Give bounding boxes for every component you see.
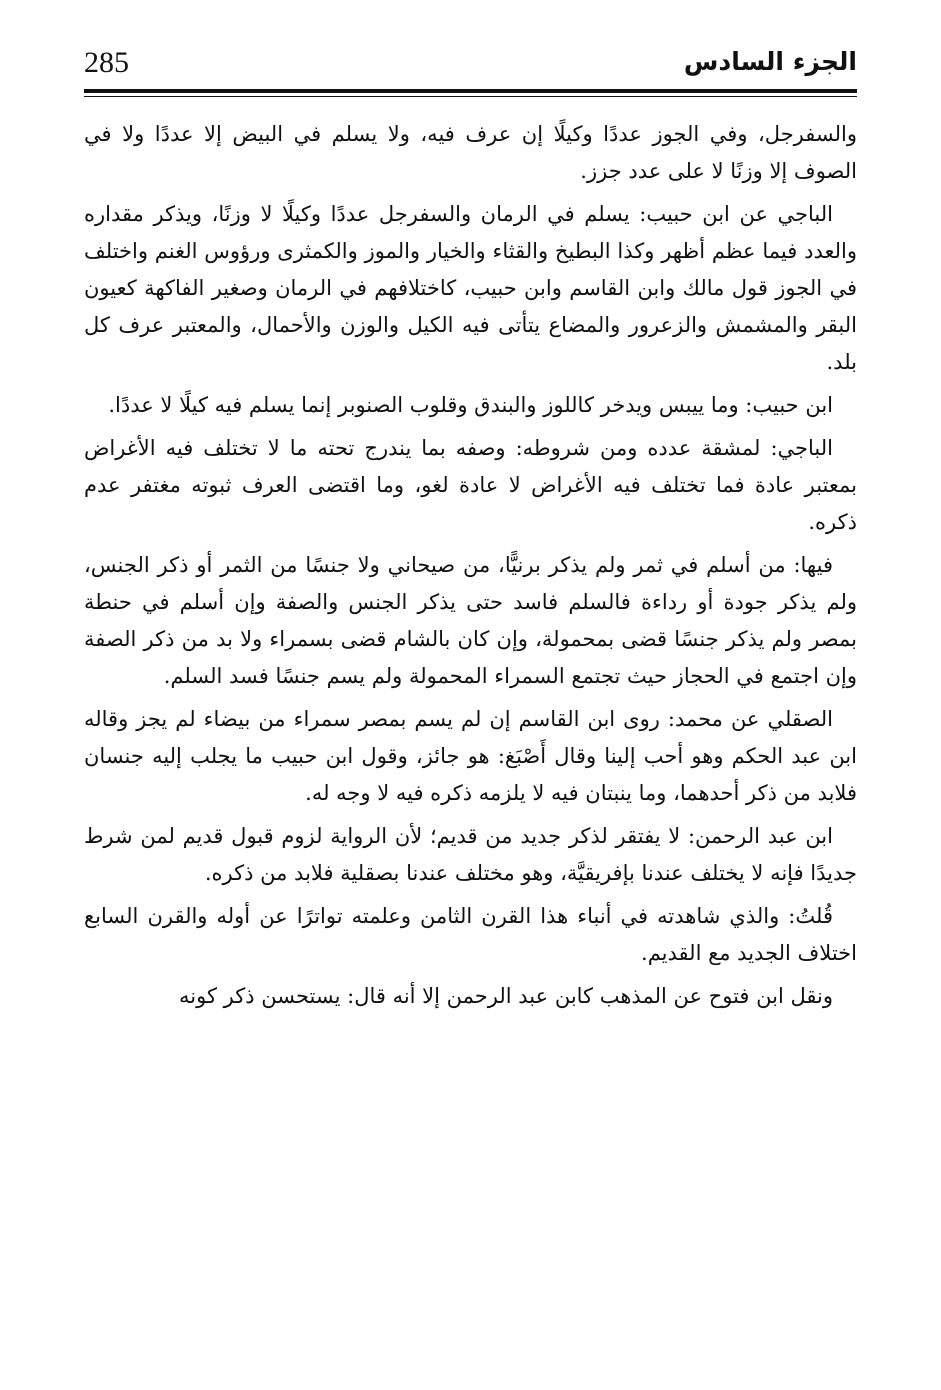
paragraph: ابن حبيب: وما ييبس ويدخر كاللوز والبندق وقلوب الصنوبر إنما يسلم فيه كيلًا لا عددًا.	[108, 393, 833, 417]
page-header	[84, 38, 857, 88]
header-rule-thick	[84, 89, 857, 93]
paragraph: الباجي: لمشقة عدده ومن شروطه: وصفه بما يندرج تحته ما لا تختلف فيه الأغراض بمعتبر عادة فما تختلف فيه الأغراض لا عادة لغو، وما اقتضى العرف ثبوته مغتفر عدم ذكره.	[84, 436, 857, 534]
body-text	[84, 116, 857, 1021]
paragraph: الصقلي عن محمد: روى ابن القاسم إن لم يسم بمصر سمراء من بيضاء لم يجز وقاله ابن عبد الحكم وهو أحب إلينا وقال أَصْبَغ: هو جائز، وقول ابن حبيب ما يجلب إليه جنسان فلابد من ذكر أحدهما، وما ينبتان فيه لا يلزمه ذكره فيه لا وجه له.	[84, 707, 857, 805]
header-rule-thin	[84, 96, 857, 97]
running-title: الجزء السادس	[683, 47, 857, 76]
paragraph: قُلتُ: والذي شاهدته في أنباء هذا القرن الثامن وعلمته تواترًا عن أوله والقرن السابع اختلاف الجديد مع القديم.	[84, 904, 857, 965]
paragraph: ابن عبد الرحمن: لا يفتقر لذكر جديد من قديم؛ لأن الرواية لزوم قبول قديم لمن شرط جديدًا فإنه لا يختلف عندنا بإفريقيَّة، وهو مختلف عندنا بصقلية فلابد من ذكره.	[84, 824, 857, 885]
page-number: 285	[84, 46, 129, 79]
paragraph: الباجي عن ابن حبيب: يسلم في الرمان والسفرجل عددًا وكيلًا لا وزنًا، ويذكر مقداره والعدد فيما عظم أظهر وكذا البطيخ والقثاء والخيار والموز والكمثرى ورؤوس الغنم واختلف في الجوز قول مالك وابن القاسم وابن حبيب، كاختلافهم في الرمان وصغير الفاكهة كعيون البقر والمشمش والزعرور والمضاع يتأتى فيه الكيل والوزن والأحمال، والمعتبر عرف كل بلد.	[84, 202, 857, 374]
paragraph: والسفرجل، وفي الجوز عددًا وكيلًا إن عرف فيه، ولا يسلم في البيض إلا عددًا ولا في الصوف إلا وزنًا لا على عدد جزز.	[84, 122, 857, 183]
paragraph: فيها: من أسلم في ثمر ولم يذكر برنيًّا، من صيحاني ولا جنسًا من الثمر أو ذكر الجنس، ولم يذكر جودة أو رداءة فالسلم فاسد حتى يذكر الجنس والصفة وإن أسلم في حنطة بمصر ولم يذكر جنسًا قضى بمحمولة، وإن كان بالشام قضى بسمراء ولا بد من ذكر الصفة وإن اجتمع في الحجاز حيث تجتمع السمراء المحمولة ولم يسم جنسًا فسد السلم.	[84, 553, 857, 688]
paragraph: ونقل ابن فتوح عن المذهب كابن عبد الرحمن إلا أنه قال: يستحسن ذكر كونه	[179, 984, 833, 1008]
